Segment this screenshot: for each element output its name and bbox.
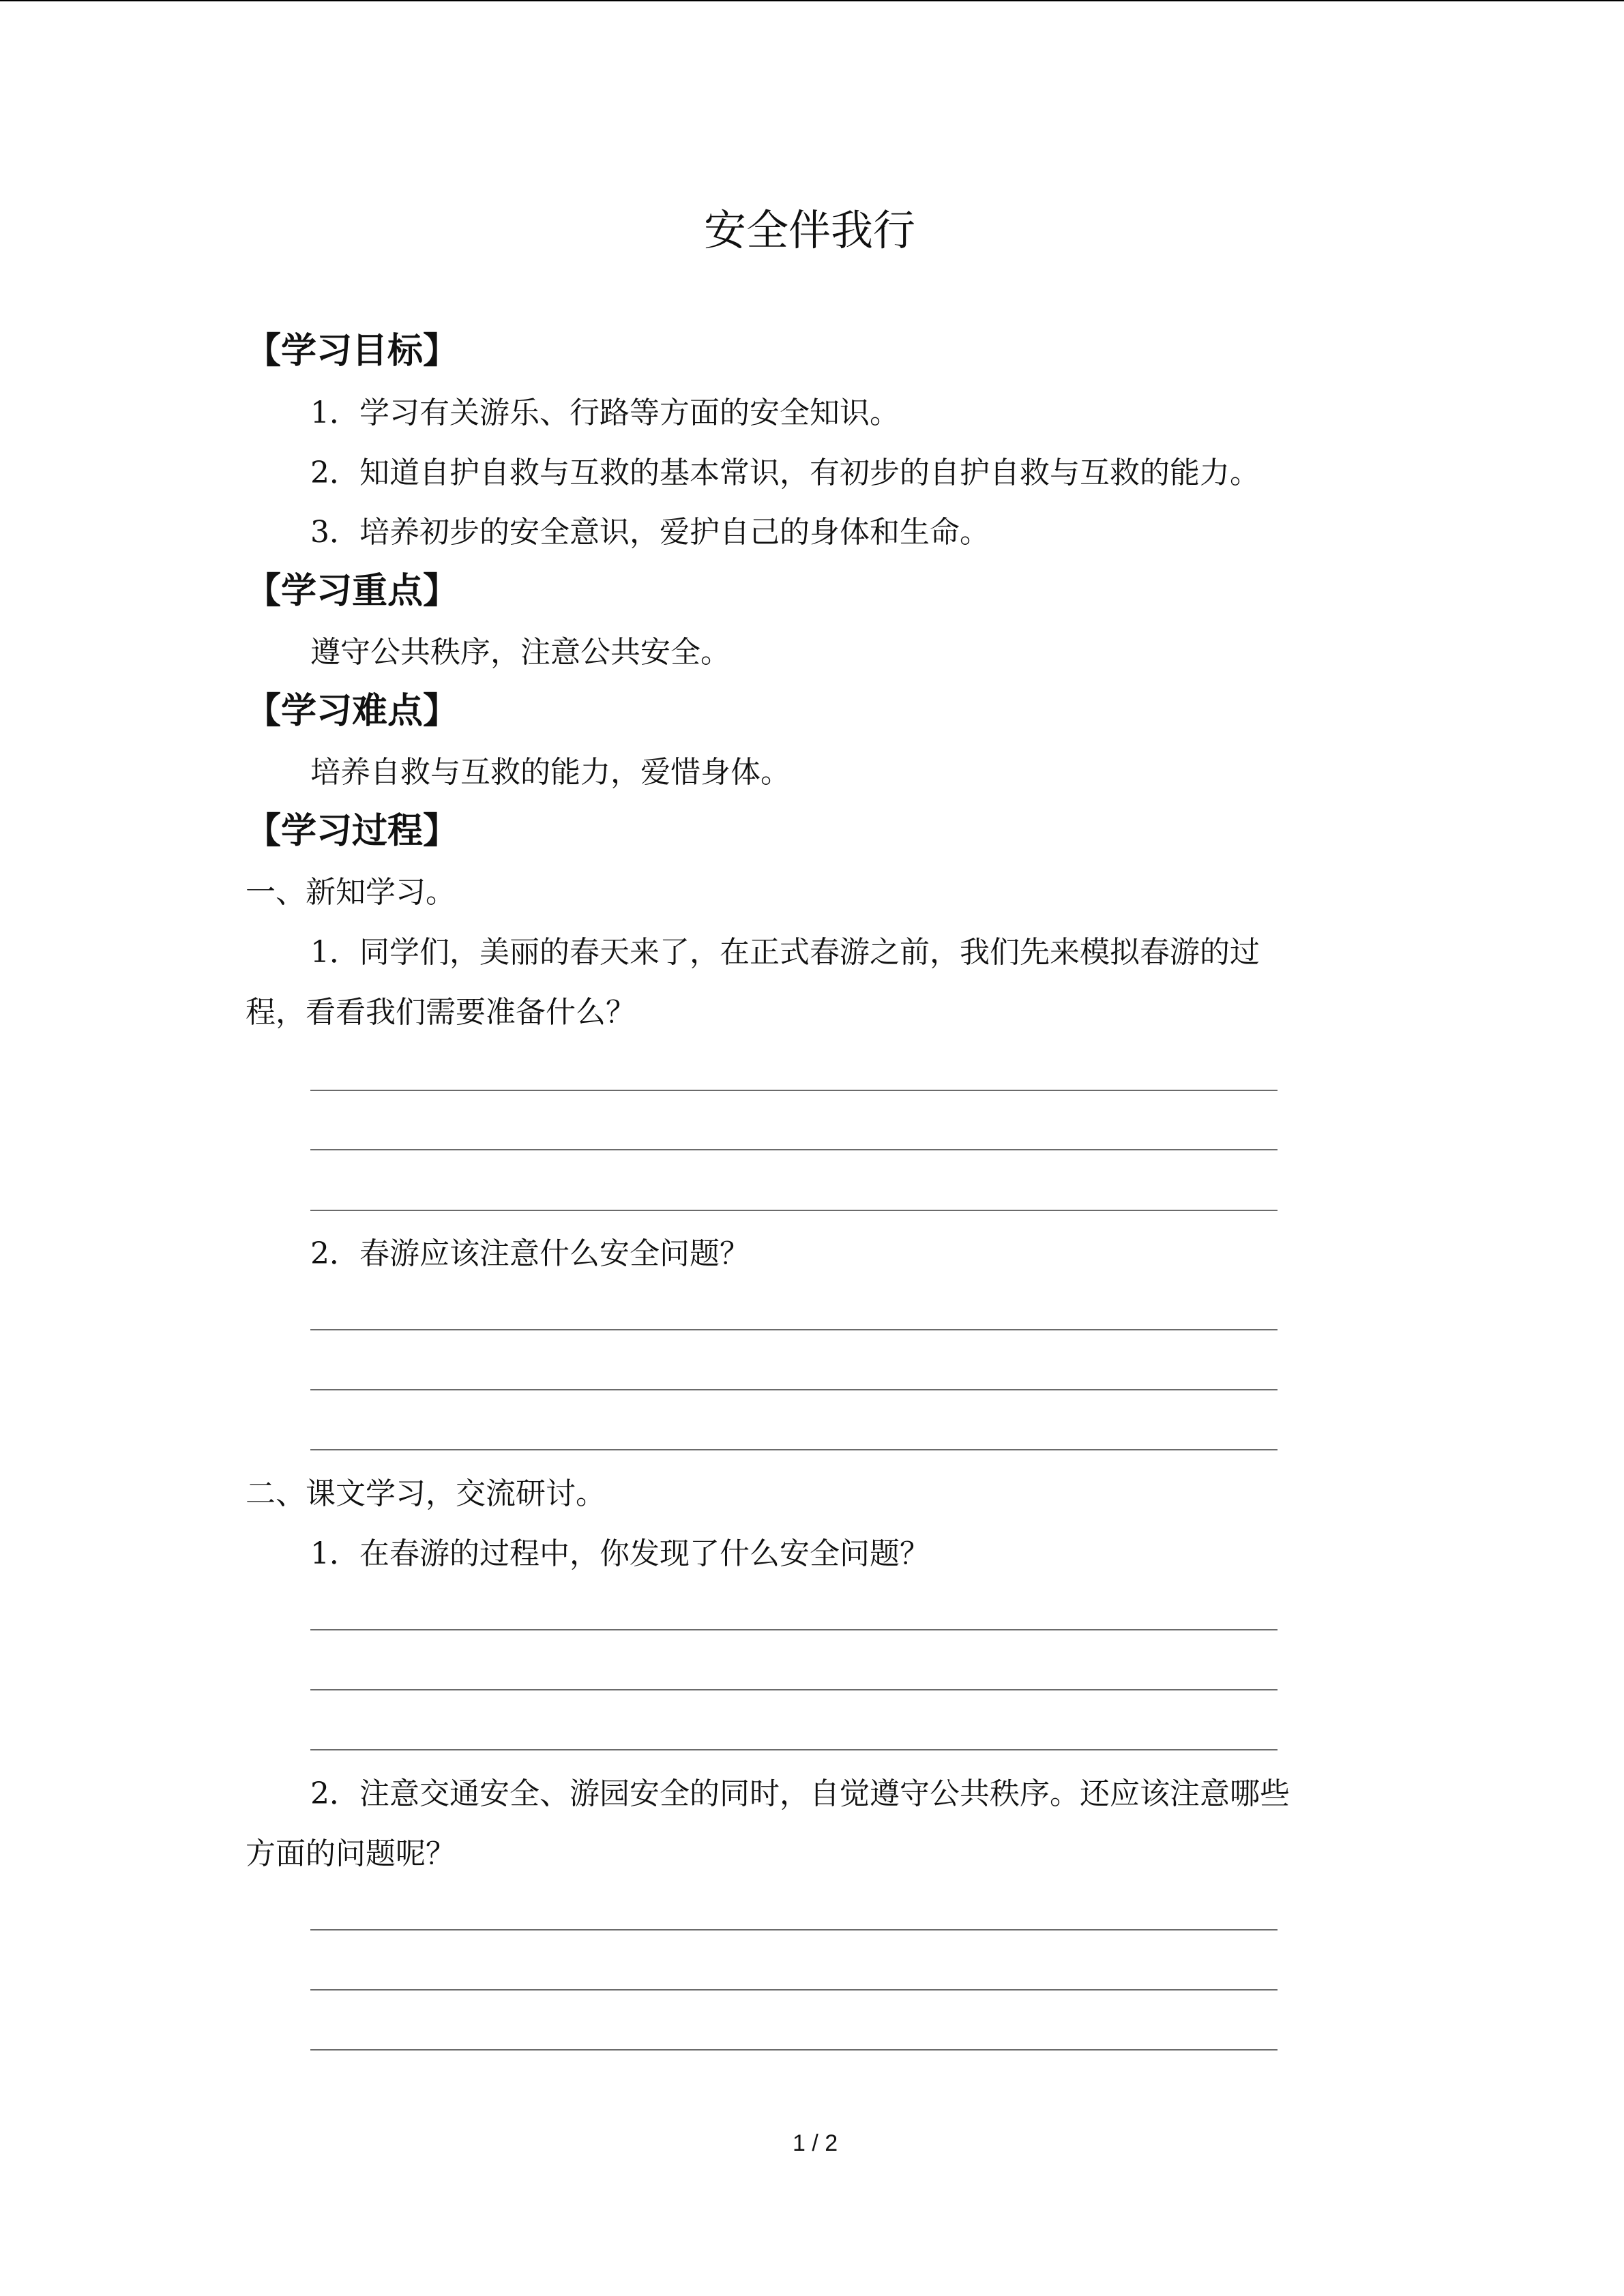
answer-line[interactable] bbox=[310, 1090, 1278, 1091]
part2-title: 二、课文学习，交流研讨。 bbox=[246, 1476, 606, 1511]
goal-item-2: 2．知道自护自救与互救的基本常识，有初步的自护自救与互救的能力。 bbox=[310, 456, 1260, 490]
key-points-heading: 【学习重点】 bbox=[246, 571, 459, 612]
difficulties-text: 培养自救与互救的能力，爱惜身体。 bbox=[310, 755, 791, 790]
answer-line[interactable] bbox=[310, 1389, 1278, 1390]
part2-question-2-line-1: 2．注意交通安全、游园安全的同时，自觉遵守公共秩序。还应该注意哪些 bbox=[310, 1776, 1290, 1811]
difficulties-heading: 【学习难点】 bbox=[246, 691, 459, 732]
part1-question-1-line-1: 1．同学们，美丽的春天来了，在正式春游之前，我们先来模拟春游的过 bbox=[310, 935, 1260, 970]
page-number: 1 / 2 bbox=[793, 2130, 838, 2156]
answer-line[interactable] bbox=[310, 1929, 1278, 1930]
goals-heading: 【学习目标】 bbox=[246, 331, 459, 372]
answer-line[interactable] bbox=[310, 1449, 1278, 1450]
answer-line[interactable] bbox=[310, 1629, 1278, 1630]
part1-question-1-line-2: 程，看看我们需要准备什么？ bbox=[246, 995, 636, 1030]
part1-question-2: 2．春游应该注意什么安全问题？ bbox=[310, 1236, 750, 1271]
part2-question-2-line-2: 方面的问题呢？ bbox=[246, 1836, 456, 1871]
answer-line[interactable] bbox=[310, 1749, 1278, 1750]
process-heading: 【学习过程】 bbox=[246, 811, 459, 852]
key-points-text: 遵守公共秩序，注意公共安全。 bbox=[310, 635, 730, 670]
answer-line[interactable] bbox=[310, 1689, 1278, 1690]
answer-line[interactable] bbox=[310, 1210, 1278, 1211]
page-title: 安全伴我行 bbox=[704, 205, 916, 255]
goal-item-1: 1．学习有关游乐、行路等方面的安全知识。 bbox=[310, 396, 900, 430]
part2-question-1: 1．在春游的过程中，你发现了什么安全问题？ bbox=[310, 1536, 930, 1571]
answer-line[interactable] bbox=[310, 1329, 1278, 1330]
answer-line[interactable] bbox=[310, 1149, 1278, 1150]
part1-title: 一、新知学习。 bbox=[246, 875, 456, 910]
answer-line[interactable] bbox=[310, 2049, 1278, 2051]
answer-line[interactable] bbox=[310, 1989, 1278, 1991]
goal-item-3: 3．培养初步的安全意识，爱护自己的身体和生命。 bbox=[310, 515, 990, 550]
